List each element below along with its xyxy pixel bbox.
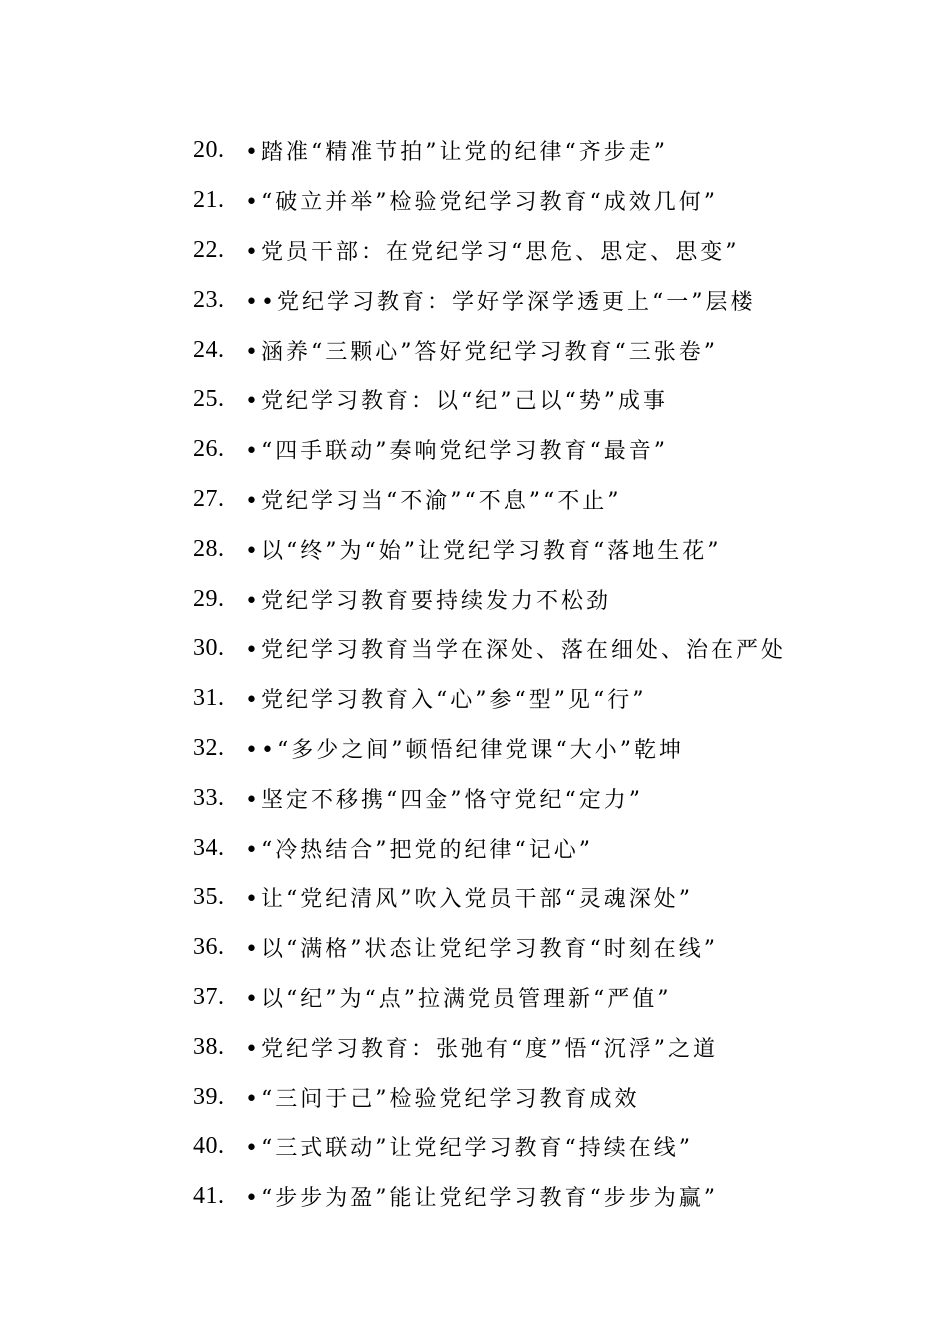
item-text: •涵养“三颗心”答好党纪学习教育“三张卷” xyxy=(245,339,718,365)
item-number: 23. xyxy=(193,286,225,313)
item-text: •党纪学习教育当学在深处、落在细处、治在严处 xyxy=(245,638,786,664)
item-number: 39. xyxy=(193,1083,225,1110)
item-text: •党纪学习教育入“心”参“型”见“行” xyxy=(245,688,647,714)
item-text: •“破立并举”检验党纪学习教育“成效几何” xyxy=(245,190,718,216)
item-text: •坚定不移携“四金”恪守党纪“定力” xyxy=(245,787,643,813)
list-item xyxy=(193,923,873,973)
list-item xyxy=(193,325,873,375)
item-number: 32. xyxy=(193,734,225,761)
item-number: 26. xyxy=(193,436,225,463)
list-item xyxy=(193,574,873,624)
list-item xyxy=(193,1122,873,1172)
list-item xyxy=(193,674,873,724)
list-item xyxy=(193,475,873,525)
list-item xyxy=(193,1172,873,1222)
item-number: 22. xyxy=(193,236,225,263)
list-item xyxy=(193,724,873,774)
list-item xyxy=(193,375,873,425)
list-item xyxy=(193,275,873,325)
item-number: 40. xyxy=(193,1133,225,1160)
item-number: 41. xyxy=(193,1183,225,1210)
item-number: 29. xyxy=(193,585,225,612)
item-number: 37. xyxy=(193,983,225,1010)
list-item xyxy=(193,873,873,923)
list-item xyxy=(193,1072,873,1122)
item-text: ••党纪学习教育：学好学深学透更上“一”层楼 xyxy=(245,289,756,315)
list-item xyxy=(193,126,873,176)
item-number: 31. xyxy=(193,685,225,712)
item-number: 20. xyxy=(193,137,225,164)
item-number: 24. xyxy=(193,336,225,363)
item-number: 28. xyxy=(193,535,225,562)
list-item xyxy=(193,823,873,873)
list-item xyxy=(193,425,873,475)
list-item xyxy=(193,773,873,823)
list-item xyxy=(193,973,873,1023)
item-text: •以“满格”状态让党纪学习教育“时刻在线” xyxy=(245,937,718,963)
item-number: 36. xyxy=(193,934,225,961)
item-text: •“冷热结合”把党的纪律“记心” xyxy=(245,837,593,863)
item-text: •党员干部：在党纪学习“思危、思定、思变” xyxy=(245,239,740,265)
list-item xyxy=(193,1022,873,1072)
item-text: •“三问于己”检验党纪学习教育成效 xyxy=(245,1086,640,1112)
item-number: 33. xyxy=(193,784,225,811)
item-text: •“三式联动”让党纪学习教育“持续在线” xyxy=(245,1136,693,1162)
item-number: 34. xyxy=(193,834,225,861)
item-text: •“四手联动”奏响党纪学习教育“最音” xyxy=(245,439,668,465)
item-text: •“步步为盈”能让党纪学习教育“步步为赢” xyxy=(245,1186,718,1212)
item-number: 25. xyxy=(193,386,225,413)
item-number: 27. xyxy=(193,485,225,512)
item-text: •让“党纪清风”吹入党员干部“灵魂深处” xyxy=(245,887,693,913)
list-item xyxy=(193,624,873,674)
title-list xyxy=(193,126,873,1222)
list-item xyxy=(193,524,873,574)
item-number: 38. xyxy=(193,1033,225,1060)
list-item xyxy=(193,226,873,276)
item-text: •以“终”为“始”让党纪学习教育“落地生花” xyxy=(245,538,722,564)
list-item xyxy=(193,176,873,226)
item-text: •以“纪”为“点”拉满党员管理新“严值” xyxy=(245,986,672,1012)
item-number: 35. xyxy=(193,884,225,911)
item-number: 30. xyxy=(193,635,225,662)
item-number: 21. xyxy=(193,187,225,214)
item-text: •党纪学习教育：张弛有“度”悟“沉浮”之道 xyxy=(245,1036,718,1062)
item-text: •党纪学习教育：以“纪”己以“势”成事 xyxy=(245,389,668,415)
item-text: ••“多少之间”顿悟纪律党课“大小”乾坤 xyxy=(245,737,684,763)
item-text: •党纪学习当“不渝”“不息”“不止” xyxy=(245,488,622,514)
item-text: •党纪学习教育要持续发力不松劲 xyxy=(245,588,611,614)
item-text: •踏准“精准节拍”让党的纪律“齐步走” xyxy=(245,140,668,166)
